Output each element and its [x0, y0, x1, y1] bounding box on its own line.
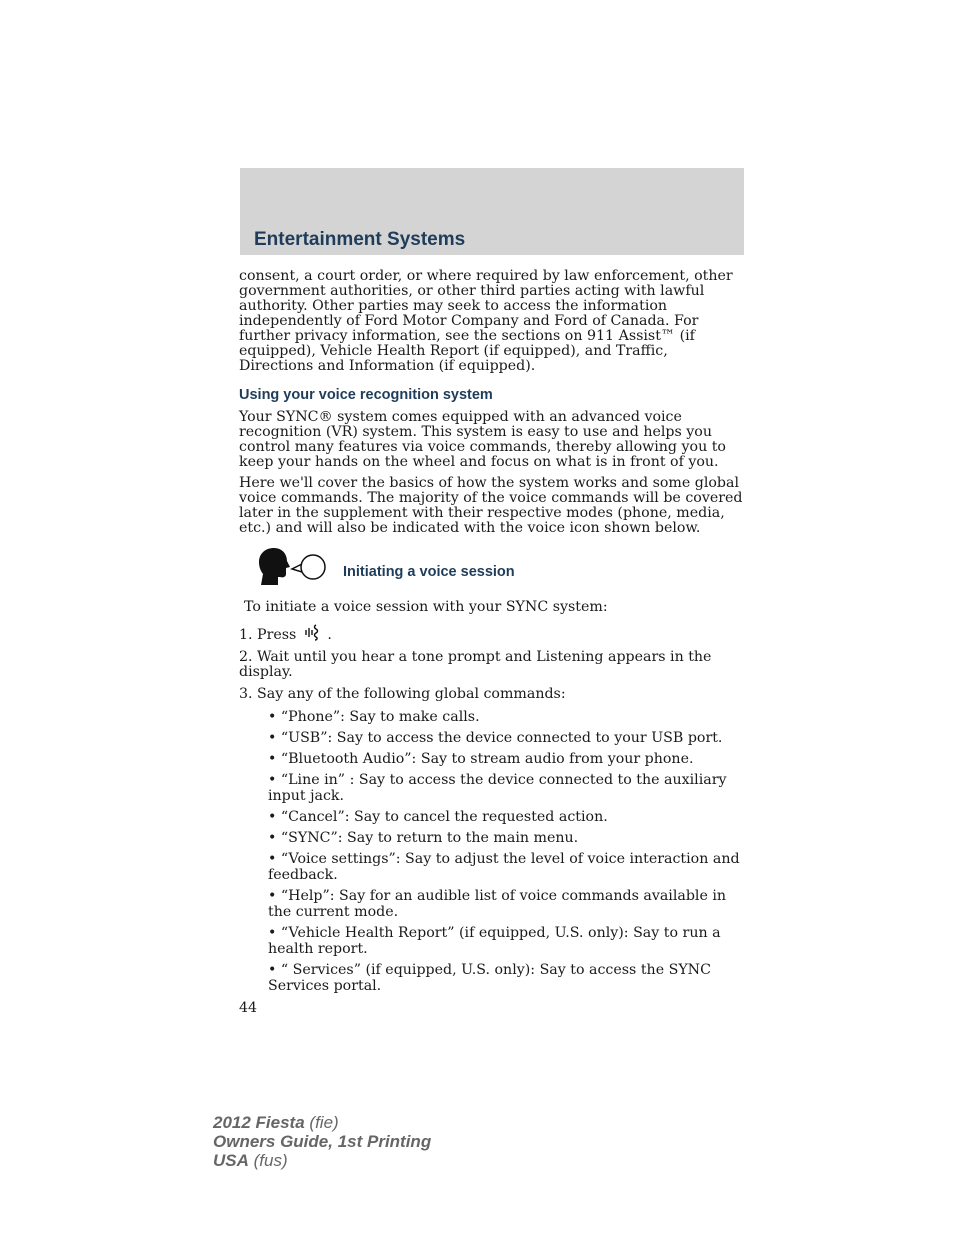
voice-button-icon: [303, 624, 321, 641]
list-item: • “Help”: Say for an audible list of voice commands available in the current mode.: [268, 888, 727, 920]
footer-line-3: [213, 1151, 431, 1170]
list-item: • “Vehicle Health Report” (if equipped, U.S. only): Say to run a health report.: [268, 925, 721, 957]
section-header-band: [240, 168, 744, 255]
list-item: • “Line in” : Say to access the device connected to the auxiliary input jack.: [268, 772, 727, 804]
footer-line-2: Owners Guide, 1st Printing: [213, 1132, 432, 1151]
footer-model: 2012 Fiesta: [213, 1113, 305, 1132]
voice-paragraph-1: Your SYNC® system comes equipped with an advanced voice recognition (VR) system. This system is easy to use and helps you control many features via voice commands, thereby allowing you to keep your hands on the wheel and focus on what is in front of you.: [239, 409, 726, 470]
step-2: 2. Wait until you hear a tone prompt and Listening appears in the display.: [239, 649, 712, 680]
step-1-text: 1. Press: [239, 627, 297, 643]
list-item: • “Phone”: Say to make calls.: [268, 709, 480, 725]
list-item: • “Voice settings”: Say to adjust the level of voice interaction and feedback.: [268, 851, 740, 883]
list-item: • “SYNC”: Say to return to the main menu.: [268, 830, 579, 846]
page-content: [239, 269, 744, 1016]
voice-session-heading-row: [239, 548, 744, 598]
page-number: 44: [239, 1000, 258, 1016]
list-item: • “Bluetooth Audio”: Say to stream audio from your phone.: [268, 751, 694, 767]
footer-market: USA: [213, 1151, 249, 1170]
global-commands-list: [239, 709, 744, 994]
step-1: [239, 624, 744, 643]
list-item: • “ Services” (if equipped, U.S. only): Say to access the SYNC Services portal.: [268, 962, 711, 994]
footer-model-code: (fie): [304, 1113, 339, 1132]
section-title: Entertainment Systems: [254, 229, 466, 250]
voice-session-heading: Initiating a voice session: [343, 563, 515, 580]
step-3: 3. Say any of the following global commands:: [239, 686, 566, 702]
footer-line-1: [213, 1113, 431, 1132]
footer-edition-info: [213, 1113, 431, 1170]
voice-icon: [255, 548, 327, 588]
footer-market-code: (fus): [248, 1151, 288, 1170]
voice-recognition-heading: Using your voice recognition system: [239, 387, 493, 403]
list-item: • “Cancel”: Say to cancel the requested action.: [268, 809, 608, 825]
step-1-period: .: [327, 627, 332, 643]
intro-paragraph: consent, a court order, or where required by law enforcement, other government authorities, or other third parties acting with lawful authority. Other parties may seek to access the information independently of Ford Motor Company and Ford of Canada. For further privacy information, see the sections on 911 Assist™ (if equipped), Vehicle Health Report (if equipped), and Traffic, Directions and Information (if equipped).: [239, 268, 733, 374]
voice-paragraph-2: Here we'll cover the basics of how the system works and some global voice commands. The majority of the voice commands will be covered later in the supplement with their respective modes (phone, media, etc.) and will also be indicated with the voice icon shown below.: [239, 475, 743, 536]
voice-session-intro: To initiate a voice session with your SYNC system:: [244, 599, 608, 615]
list-item: • “USB”: Say to access the device connected to your USB port.: [268, 730, 723, 746]
